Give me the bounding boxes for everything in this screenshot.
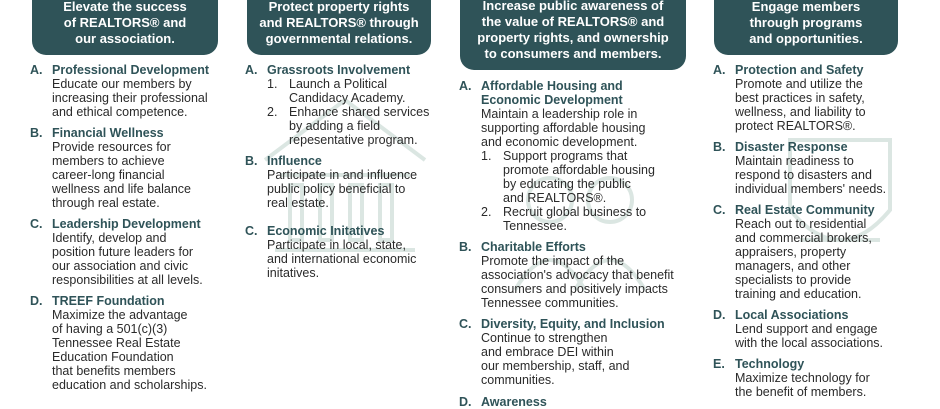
section-letter: B. [245,154,258,168]
section-title: Protection and Safety [735,63,864,77]
text-line: Maximize the advantage [52,308,188,322]
section-title: Local Associations [735,308,849,322]
section-title: Leadership Development [52,217,201,231]
header-line: governmental relations. [265,31,413,46]
text-line: Tennessee Real Estate [52,336,181,350]
header-line: to consumers and members. [484,46,662,61]
text-line: managers, and other [735,259,851,273]
text-line: public policy beneficial to [267,182,406,196]
text-line: Identify, develop and [52,231,167,245]
text-line: Provide resources for [52,140,171,154]
section-treef-foundation [30,294,235,392]
text-line: wellness, and liability to [735,105,866,119]
item-line: by adding a field [289,119,381,133]
section-title: Affordable Housing and [481,79,623,93]
section-title: Technology [735,357,805,371]
section-professional-development [30,63,235,119]
text-line: best practices in safety, [735,91,865,105]
section-protection-and-safety [713,63,933,133]
text-line: of having a 501(c)(3) [52,322,168,336]
item-line: Launch a Political [289,77,387,91]
text-line: association's advocacy that benefit [481,268,674,282]
header-line: and REALTORS® through [259,15,419,30]
section-title: Disaster Response [735,140,848,154]
list-item [267,105,455,147]
section-title: Economic Initatives [267,224,385,238]
section-title: Financial Wellness [52,126,164,140]
text-line: protect REALTORS®. [735,119,856,133]
section-letter: D. [459,395,472,409]
section-technology [713,357,933,399]
section-letter: D. [713,308,726,322]
item-line: by educating the public [503,177,631,191]
column-3-header [460,0,686,70]
list-item [481,205,694,233]
text-line: Education Foundation [52,350,174,364]
text-line: Educate our members by [52,77,192,91]
section-influence [245,154,455,210]
text-line: supporting affordable housing [481,121,646,135]
item-number: 1. [481,149,492,163]
header-line: of REALTORS® and [63,15,187,30]
text-line: Maximize technology for [735,371,870,385]
item-line: Enhance shared services [289,105,430,119]
header-line: our association. [75,31,175,46]
numbered-list [481,149,694,233]
header-line: property rights, and ownership [477,30,669,45]
section-title: Grassroots Involvement [267,63,411,77]
text-line: and economic development. [481,135,638,149]
text-line: consumers and positively impacts [481,282,668,296]
list-item [481,149,694,205]
header-line: the value of REALTORS® and [481,14,665,29]
section-title: Professional Development [52,63,209,77]
text-line: communities. [481,373,555,387]
section-letter: B. [459,240,472,254]
section-title: TREEF Foundation [52,294,165,308]
text-line: individual members' needs. [735,182,887,196]
text-line: respond to disasters and [735,168,872,182]
text-line: the benefit of members. [735,385,867,399]
text-line: Promote and utilize the [735,77,863,91]
item-line: Recruit global business to [503,205,647,219]
header-line: through programs [749,15,863,30]
section-charitable-efforts [459,240,694,310]
text-line: through real estate. [52,196,160,210]
section-letter: A. [459,79,472,93]
section-letter: A. [30,63,43,77]
text-line: specialists to provide [735,273,852,287]
text-line: appraisers, property [735,245,847,259]
section-real-estate-community [713,203,933,301]
text-line: education and scholarships. [52,378,207,392]
numbered-list [267,77,455,147]
section-letter: D. [30,294,43,308]
section-letter: C. [459,317,472,331]
section-diversity-equity-inclusion [459,317,694,387]
header-line: Elevate the success [63,0,187,14]
section-letter: C. [245,224,258,238]
header-line: Increase public awareness of [482,0,664,13]
section-letter: C. [713,203,726,217]
text-line: Participate in and influence [267,168,418,182]
section-title: Real Estate Community [735,203,875,217]
column-4-header [714,0,898,55]
item-line: and REALTORS®. [503,191,607,205]
text-line: Reach out to residential [735,217,867,231]
header-line: and opportunities. [749,31,863,46]
text-line: and commercial brokers, [735,231,872,245]
item-number: 2. [481,205,492,219]
section-title: Charitable Efforts [481,240,586,254]
text-line: responsibilities at all levels. [52,273,203,287]
text-line: that benefits members [52,364,176,378]
text-line: career-long financial [52,168,165,182]
section-title: Economic Development [481,93,623,107]
column-2-header [247,0,431,55]
text-line: members to achieve [52,154,165,168]
section-letter: A. [713,63,726,77]
section-title: Influence [267,154,322,168]
text-line: Maintain readiness to [735,154,854,168]
section-title: Diversity, Equity, and Inclusion [481,317,665,331]
text-line: and ethical competence. [52,105,188,119]
text-line: real estate. [267,196,329,210]
section-local-associations [713,308,933,350]
text-line: initatives. [267,266,320,280]
text-line: our association and civic [52,259,189,273]
text-line: increasing their professional [52,91,208,105]
section-title: Awareness [481,395,547,409]
text-line: with the local associations. [735,336,883,350]
header-line: Engage members [751,0,861,14]
section-financial-wellness [30,126,235,210]
item-number: 1. [267,77,278,91]
text-line: and embrace DEI within [481,345,614,359]
section-grassroots-involvement [245,63,455,147]
text-line: Tennessee communities. [481,296,619,310]
section-letter: E. [713,357,725,371]
item-line: repesentative program. [289,133,418,147]
text-line: our membership, staff, and [481,359,630,373]
item-line: Tennessee. [503,219,567,233]
item-line: Candidacy Academy. [289,91,406,105]
text-line: Participate in local, state, [267,238,406,252]
text-line: Lend support and engage [735,322,878,336]
text-line: and international economic [267,252,417,266]
section-awareness [459,395,694,409]
text-line: Continue to strengthen [481,331,608,345]
section-economic-initatives [245,224,455,280]
section-letter: C. [30,217,43,231]
section-disaster-response [713,140,933,196]
item-line: Support programs that [503,149,628,163]
text-line: Promote the impact of the [481,254,625,268]
header-line: Protect property rights [268,0,410,14]
column-1-header [32,0,218,55]
section-letter: B. [30,126,43,140]
text-line: training and education. [735,287,862,301]
section-letter: A. [245,63,258,77]
text-line: Maintain a leadership role in [481,107,638,121]
item-number: 2. [267,105,278,119]
list-item [267,77,455,105]
item-line: promote affordable housing [503,163,655,177]
section-affordable-housing [459,79,694,233]
section-leadership-development [30,217,235,287]
section-letter: B. [713,140,726,154]
text-line: wellness and life balance [52,182,191,196]
text-line: position future leaders for [52,245,194,259]
